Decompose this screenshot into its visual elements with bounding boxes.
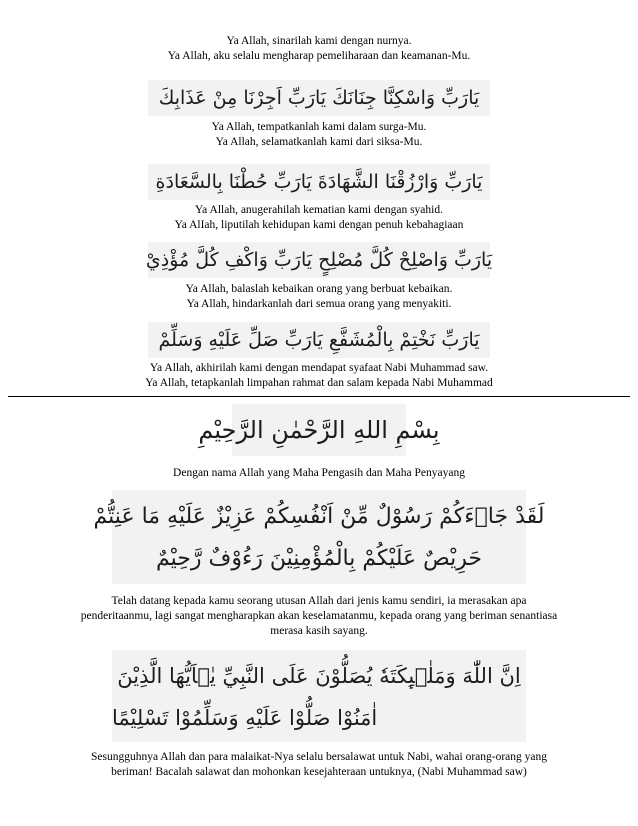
translation-line: penderitaanmu, lagi sangat mengharapkan akan keselamatanmu, kepada orang yang beriman senantiasa (80, 610, 558, 622)
arabic-verse-text: لَقَدْ جَاۤءَكُمْ رَسُوْلٌ مِّنْ اَنْفُسِكُمْ عَزِيْزٌ عَلَيْهِ مَا عَنِتُّمْ (93, 503, 545, 529)
translation-line: Sesungguhnya Allah dan para malaikat-Nya selalu bersalawat untuk Nabi, wahai orang-orang yang (90, 751, 548, 763)
arabic-verse-text: يَارَبِّ وَاصْلِحْ كُلَّ مُصْلِحٍ يَارَبِّ وَاكْفِ كُلَّ مُؤْذِيْ (145, 249, 493, 271)
arabic-verse-text: يَارَبِّ وَاسْكِنَّا جِنَانَكَ يَارَبِّ اَجِرْنَا مِنْ عَذَابِكَ (158, 87, 480, 109)
arabic-verse-text: حَرِيْصٌ عَلَيْكُمْ بِالْمُؤْمِنِيْنَ رَءُوْفٌ رَّحِيْمٌ (156, 545, 482, 571)
prayer-line: Ya Allah, tetapkanlah limpahan rahmat dan salam kepada Nabi Muhammad (145, 377, 493, 389)
prayer-line: Ya Allah, tempatkanlah kami dalam surga-Mu. (211, 121, 427, 133)
arabic-verse-text: بِسْمِ اللهِ الرَّحْمٰنِ الرَّحِيْمِ (198, 416, 440, 444)
arabic-calligraphy-image (145, 242, 493, 278)
prayer-line: Ya Allah, anugerahilah kematian kami dengan syahid. (195, 204, 443, 216)
prayer-line: Ya Allah, akhirilah kami dengan mendapat syafaat Nabi Muhammad saw. (149, 362, 489, 374)
arabic-verse-text: يَارَبِّ نَخْتِمْ بِالْمُشَفَّعِ يَارَبِّ صَلِّ عَلَيْهِ وَسَلِّمْ (158, 329, 480, 351)
section-divider (8, 396, 630, 397)
quran-verse-image (112, 650, 526, 742)
arabic-calligraphy-image (148, 164, 490, 200)
arabic-verse-text: اٰمَنُوْا صَلُّوْا عَلَيْهِ وَسَلِّمُوْا تَسْلِيْمًا (112, 706, 378, 730)
prayer-line: Ya Allah, aku selalu mengharap pemeliharaan dan keamanan-Mu. (167, 50, 471, 62)
prayer-line: Ya Allah, balaslah kebaikan orang yang berbuat kebaikan. (185, 283, 453, 295)
translation-line: Dengan nama Allah yang Maha Pengasih dan Maha Penyayang (173, 467, 465, 479)
prayer-line: Ya Allah, selamatkanlah kami dari siksa-Mu. (215, 136, 423, 148)
prayer-line: Ya Allah, sinarilah kami dengan nurnya. (226, 35, 412, 47)
arabic-calligraphy-image (148, 80, 490, 116)
translation-line: beriman! Bacalah salawat dan mohonkan kesejahteraan untuknya, (Nabi Muhammad saw) (111, 766, 527, 778)
prayer-line: Ya AlIah, liputilah kehidupan kami dengan penuh kebahagiaan (174, 219, 464, 231)
quran-verse-image (93, 490, 545, 584)
basmalah-image (198, 404, 440, 456)
arabic-calligraphy-image (148, 322, 490, 358)
arabic-verse-text: اِنَّ اللّٰهَ وَمَلٰۤىِٕكَتَهٗ يُصَلُّوْنَ عَلَى النَّبِيِّ يٰۤاَيُّهَا الَّذِيْنَ (117, 664, 521, 688)
translation-line: merasa kasih sayang. (270, 625, 368, 637)
translation-line: Telah datang kepada kamu seorang utusan Allah dari jenis kamu sendiri, ia merasakan apa (111, 595, 527, 607)
prayer-line: Ya Allah, hindarkanlah dari semua orang yang menyakiti. (186, 298, 452, 310)
arabic-verse-text: يَارَبِّ وَارْزُقْنَا الشَّهَادَةَ يَارَبِّ حُطْنَا بِالسَّعَادَةِ (155, 171, 483, 193)
